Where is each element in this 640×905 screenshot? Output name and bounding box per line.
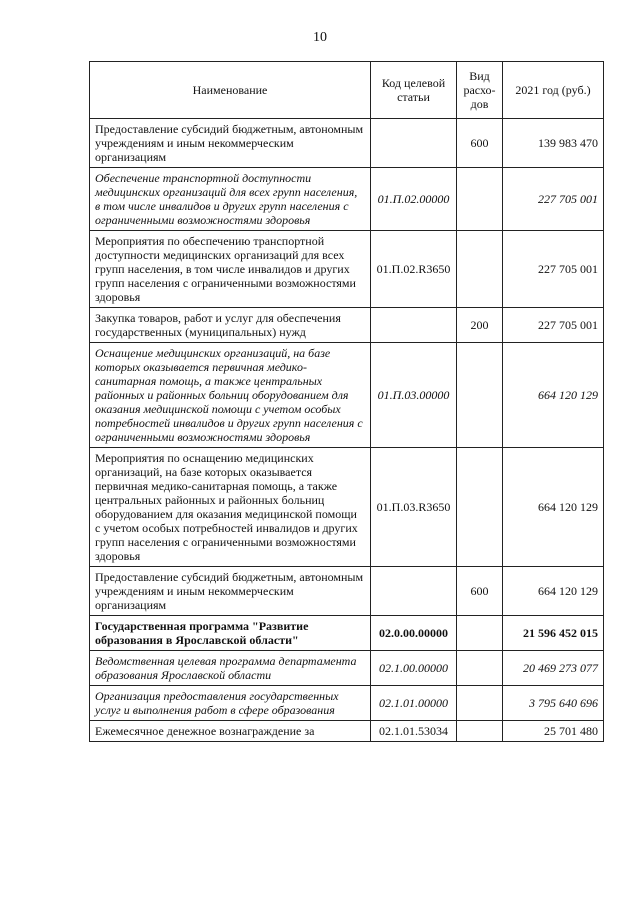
row-type: [457, 168, 503, 231]
row-type: [457, 231, 503, 308]
header-amount: 2021 год (руб.): [503, 62, 604, 119]
row-type: [457, 721, 503, 742]
row-code: 01.П.02.00000: [371, 168, 457, 231]
table-row: [90, 119, 604, 168]
row-name: Обеспечение транспортной доступности медицинских организаций для всех групп населения, в том числе инвалидов и других групп населения с ограниченными возможностями здоровья: [90, 168, 371, 231]
table-row: [90, 721, 604, 742]
table-row: [90, 567, 604, 616]
row-name: Предоставление субсидий бюджетным, автономным учреждениям и иным некоммерческим организациям: [90, 119, 371, 168]
row-amount: 20 469 273 077: [503, 651, 604, 686]
row-type: [457, 651, 503, 686]
header-name: Наименование: [90, 62, 371, 119]
row-name: Мероприятия по обеспечению транспортной доступности медицинских организаций для всех групп населения, в том числе инвалидов и других групп населения с ограниченными возможностями здоровья: [90, 231, 371, 308]
table-row: [90, 343, 604, 448]
row-amount: 139 983 470: [503, 119, 604, 168]
row-amount: 664 120 129: [503, 343, 604, 448]
row-code: 01.П.03.R3650: [371, 448, 457, 567]
row-amount: 227 705 001: [503, 168, 604, 231]
row-code: [371, 567, 457, 616]
row-type: [457, 616, 503, 651]
row-name: Ведомственная целевая программа департамента образования Ярославской области: [90, 651, 371, 686]
table-row: [90, 448, 604, 567]
table-row: [90, 616, 604, 651]
row-code: 02.1.01.00000: [371, 686, 457, 721]
row-code: [371, 119, 457, 168]
table-row: [90, 686, 604, 721]
row-code: 01.П.02.R3650: [371, 231, 457, 308]
row-type: [457, 448, 503, 567]
row-amount: 227 705 001: [503, 308, 604, 343]
row-amount: 227 705 001: [503, 231, 604, 308]
row-code: 01.П.03.00000: [371, 343, 457, 448]
row-code: 02.1.01.53034: [371, 721, 457, 742]
header-type: Вид расхо-дов: [457, 62, 503, 119]
header-code: Код целевой статьи: [371, 62, 457, 119]
row-amount: 21 596 452 015: [503, 616, 604, 651]
row-code: [371, 308, 457, 343]
row-name: Ежемесячное денежное вознаграждение за: [90, 721, 371, 742]
row-type: 600: [457, 119, 503, 168]
row-name: Государственная программа "Развитие образования в Ярославской области": [90, 616, 371, 651]
table-row: [90, 231, 604, 308]
table-row: [90, 651, 604, 686]
row-amount: 3 795 640 696: [503, 686, 604, 721]
row-code: 02.1.00.00000: [371, 651, 457, 686]
row-amount: 25 701 480: [503, 721, 604, 742]
row-code: 02.0.00.00000: [371, 616, 457, 651]
row-name: Закупка товаров, работ и услуг для обеспечения государственных (муниципальных) нужд: [90, 308, 371, 343]
row-amount: 664 120 129: [503, 567, 604, 616]
row-type: [457, 343, 503, 448]
row-type: 200: [457, 308, 503, 343]
table-header-row: [90, 62, 604, 119]
row-name: Оснащение медицинских организаций, на базе которых оказывается первичная медико-санитарная помощь, а также центральных районных и районных больниц оборудованием для оказания медицинской помощи с учетом особых потребностей инвалидов и других групп населения с ограниченными возможностями здоровья: [90, 343, 371, 448]
table-row: [90, 308, 604, 343]
table-row: [90, 168, 604, 231]
page-number: 10: [313, 30, 327, 45]
row-amount: 664 120 129: [503, 448, 604, 567]
row-name: Предоставление субсидий бюджетным, автономным учреждениям и иным некоммерческим организациям: [90, 567, 371, 616]
row-name: Организация предоставления государственных услуг и выполнения работ в сфере образования: [90, 686, 371, 721]
row-type: [457, 686, 503, 721]
budget-table: [89, 61, 604, 742]
row-type: 600: [457, 567, 503, 616]
row-name: Мероприятия по оснащению медицинских организаций, на базе которых оказывается первичная медико-санитарная помощь, а также центральных районных и районных больниц оборудованием для оказания медицинской помощи с учетом особых потребностей инвалидов и других групп населения с ограниченными возможностями здоровья: [90, 448, 371, 567]
